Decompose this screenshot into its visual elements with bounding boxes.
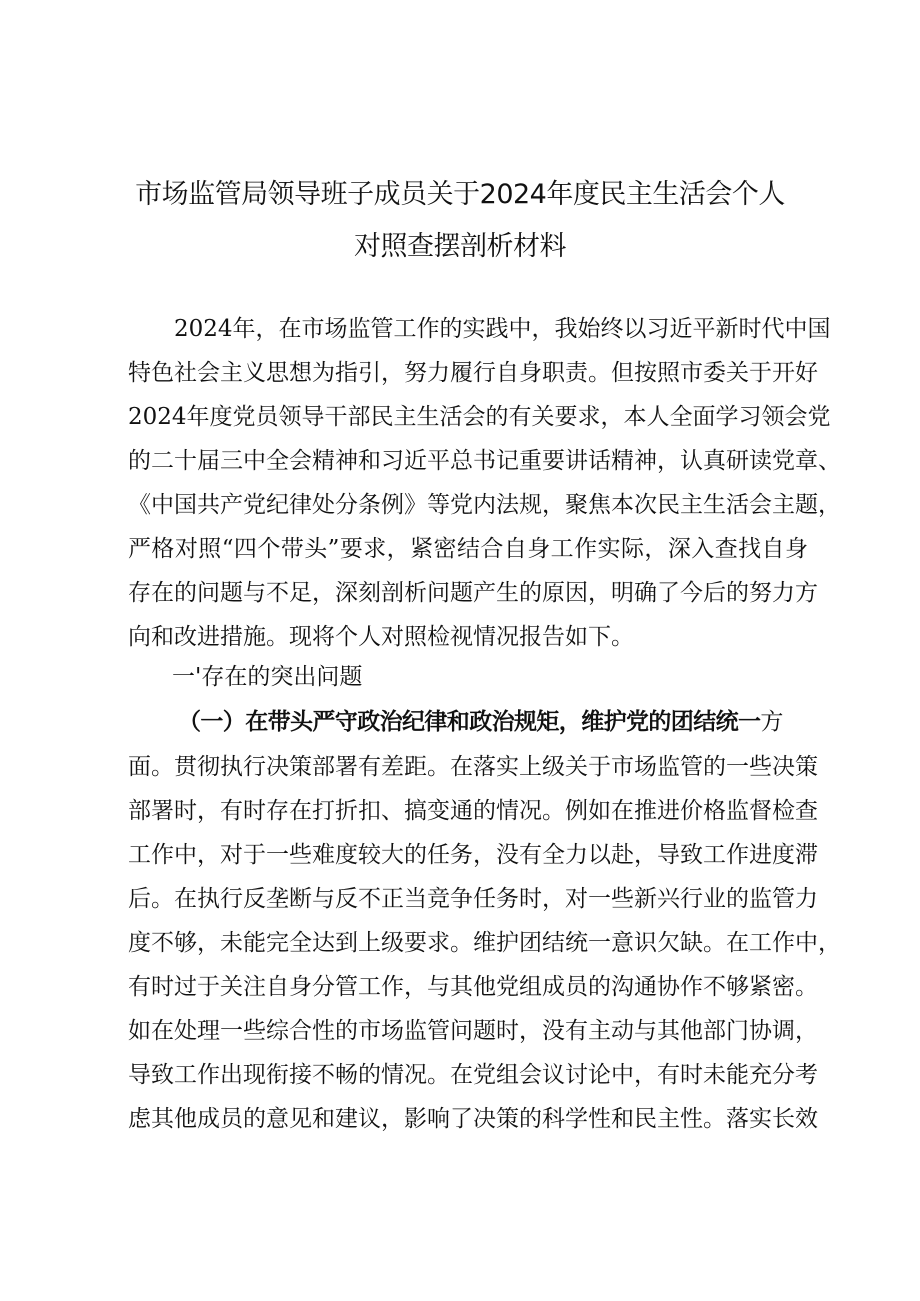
intro-line: 2024年，在市场监管工作的实践中，我始终以习近平新时代中国 [174, 316, 831, 342]
body-line: 虑其他成员的意见和建议，影响了决策的科学性和民主性。落实长效 [128, 1106, 818, 1132]
subsection-heading-rest: 方 [760, 709, 784, 735]
intro-line: 严格对照“四个带头”要求，紧密结合自身工作实际，深入查找自身 [128, 536, 808, 562]
body-line: 面。贯彻执行决策部署有差距。在落实上级关于市场监管的一些决策 [128, 754, 818, 780]
body-line: 有时过于关注自身分管工作，与其他党组成员的沟通协作不够紧密。 [128, 974, 818, 1000]
section-heading-1: 一'存在的突出问题 [172, 664, 363, 690]
subsection-heading-1 [178, 707, 808, 740]
body-line: 导致工作出现衔接不畅的情况。在党组会议讨论中，有时未能充分考 [128, 1062, 818, 1088]
body-line: 度不够，未能完全达到上级要求。维护团结统一意识欠缺。在工作中， [128, 930, 841, 956]
intro-line: 的二十届三中全会精神和习近平总书记重要讲话精神，认真研读党章、 [128, 448, 841, 474]
intro-line: 2024年度党员领导干部民主生活会的有关要求，本人全面学习领会党 [128, 404, 831, 430]
body-line: 工作中，对于一些难度较大的任务，没有全力以赴，导致工作进度滞 [128, 842, 818, 868]
body-line: 部署时，有时存在打折扣、搞变通的情况。例如在推进价格监督检查 [128, 798, 818, 824]
body-line: 后。在执行反垄断与反不正当竞争任务时，对一些新兴行业的监管力 [128, 886, 818, 912]
document-title-line-2: 对照查摆剖析材料 [354, 231, 566, 262]
subsection-heading-bold: （一）在带头严守政治纪律和政治规矩，维护党的团结统一 [178, 709, 761, 735]
intro-line: 《中国共产党纪律处分条例》等党内法规，聚焦本次民主生活会主题， [128, 492, 841, 518]
body-line: 如在处理一些综合性的市场监管问题时，没有主动与其他部门协调， [128, 1018, 818, 1044]
intro-line: 存在的问题与不足，深刻剖析问题产生的原因，明确了今后的努力方 [128, 580, 818, 606]
intro-line: 特色社会主义思想为指引，努力履行自身职责。但按照市委关于开好 [128, 360, 818, 386]
document-title-line-1: 市场监管局领导班子成员关于2024年度民主生活会个人 [135, 179, 785, 210]
intro-line: 向和改进措施。现将个人对照检视情况报告如下。 [128, 624, 634, 650]
